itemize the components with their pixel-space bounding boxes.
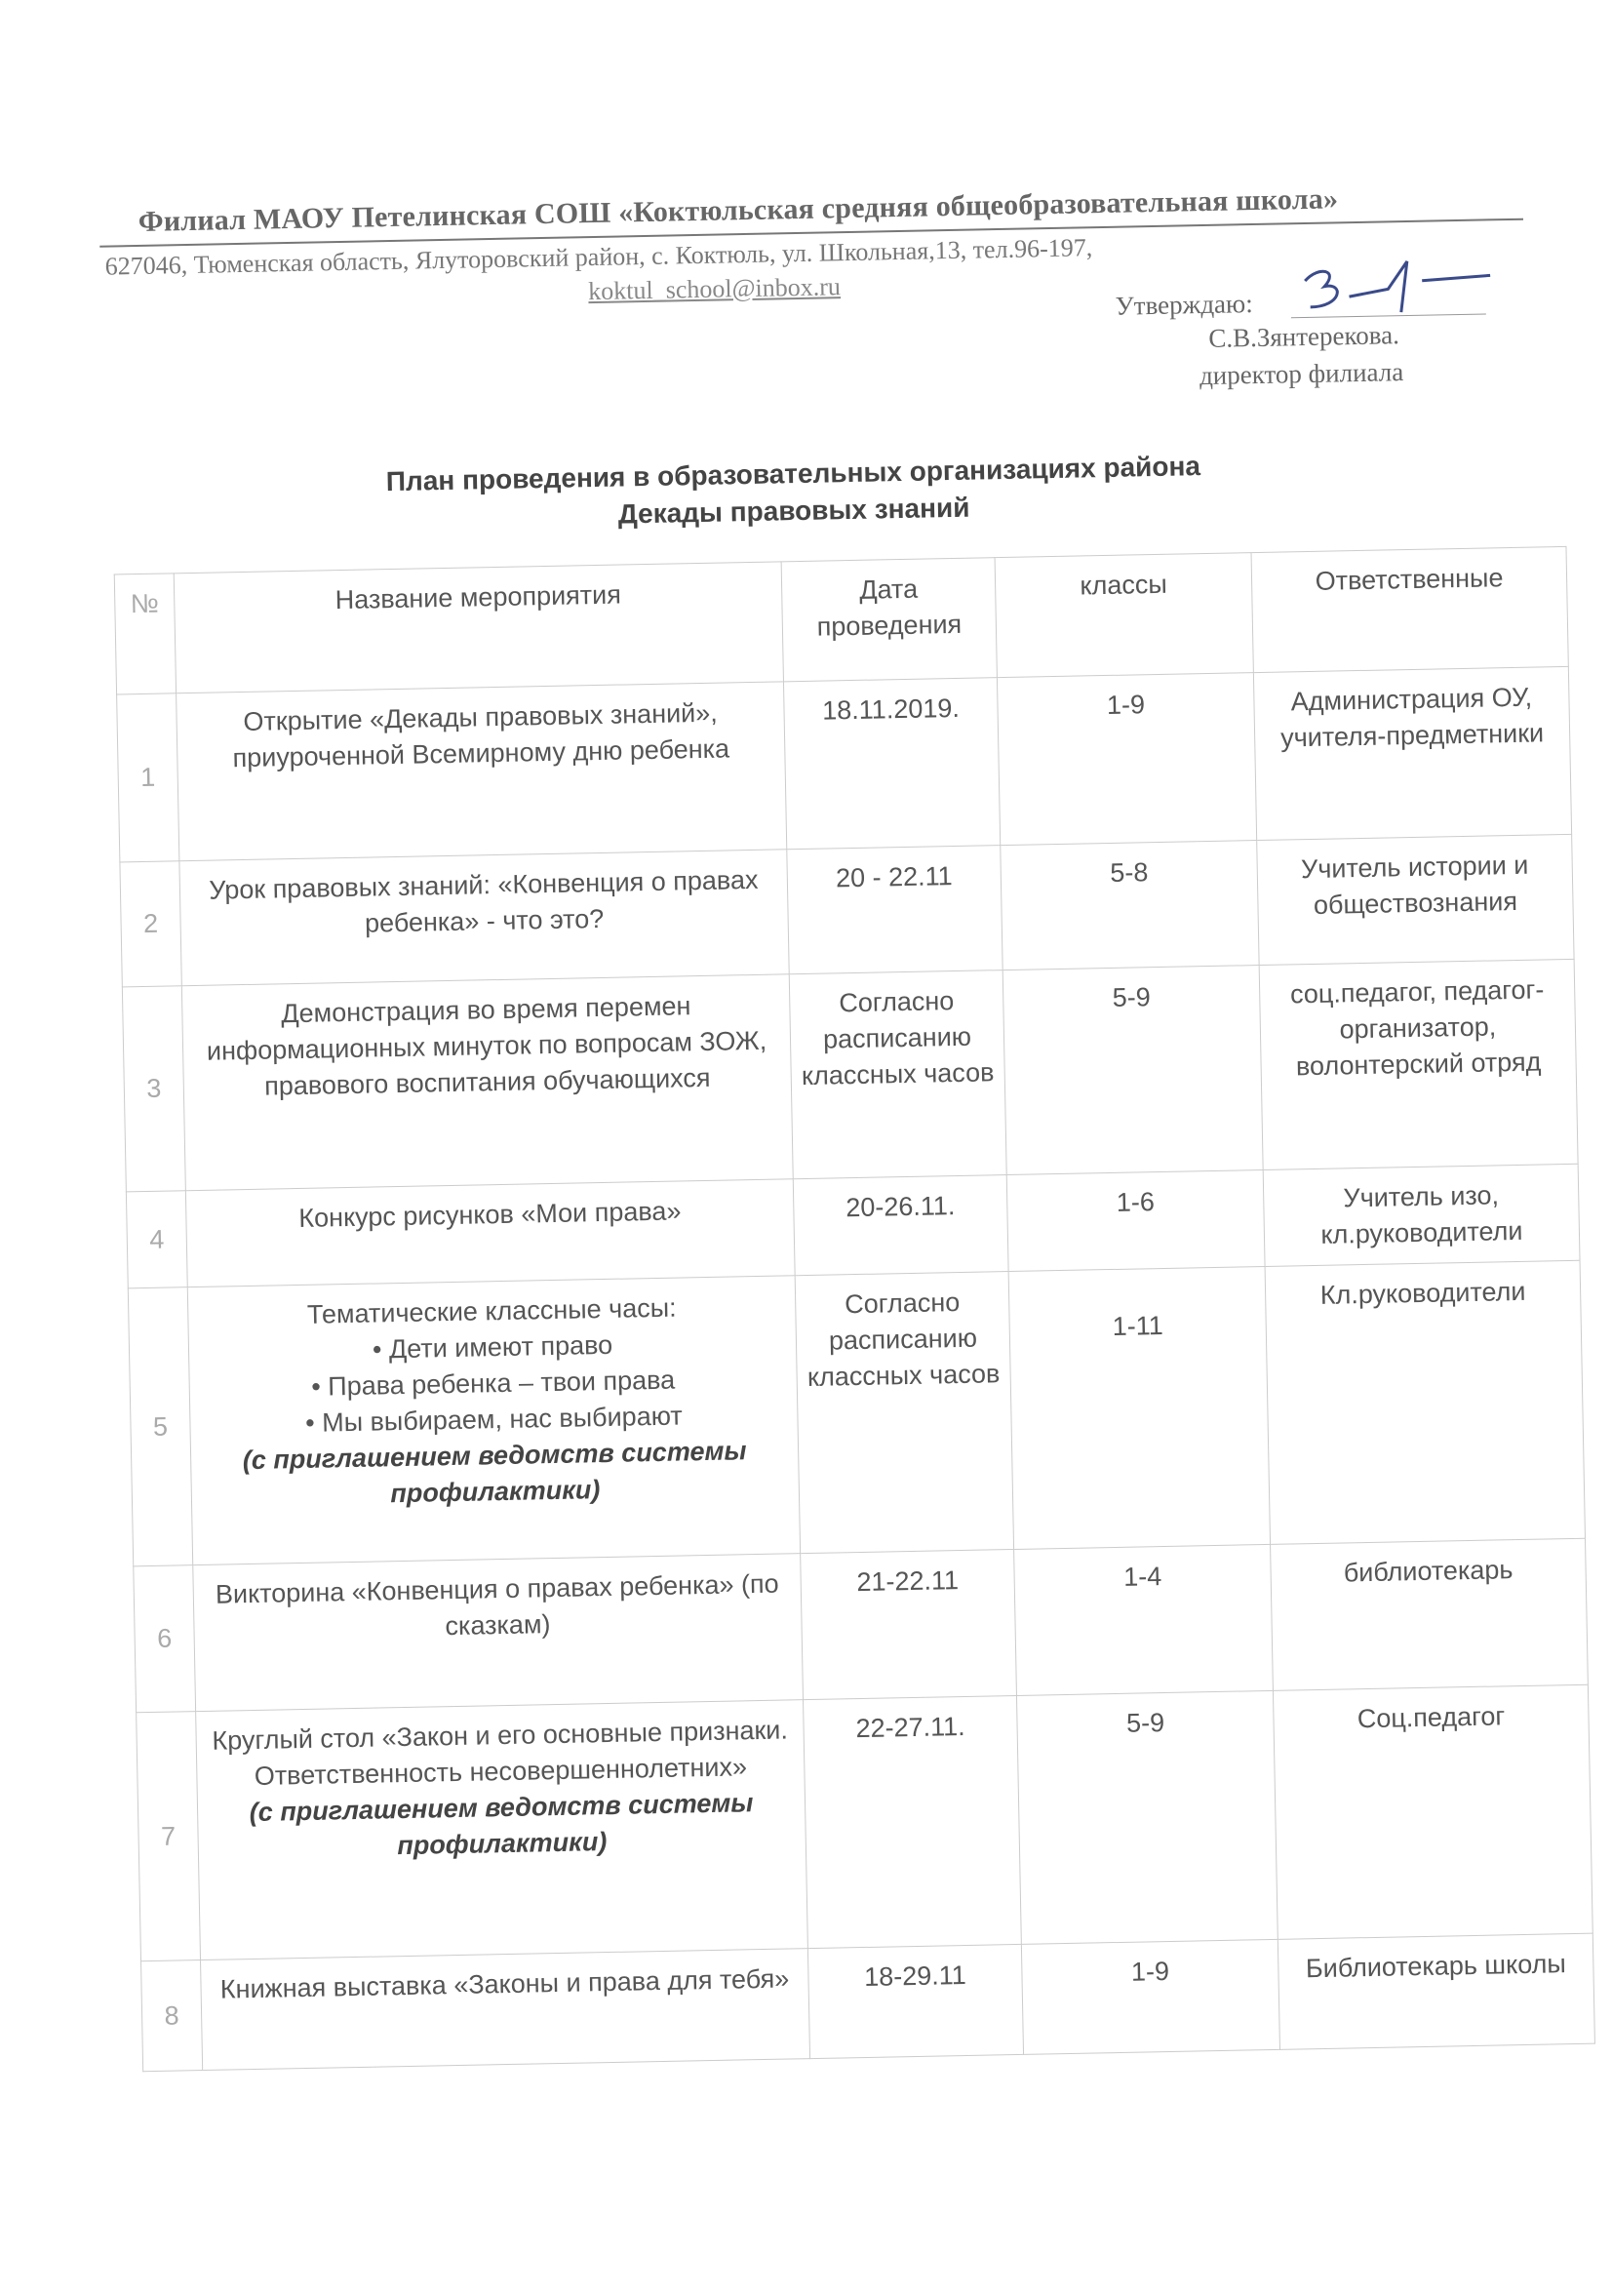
row-number: 1 (117, 693, 179, 862)
row-number: 5 (128, 1287, 192, 1566)
header-number: № (114, 574, 176, 694)
event-date: 21-22.11 (801, 1549, 1017, 1699)
header-grades: классы (995, 553, 1253, 678)
event-note: (с приглашением ведомств системы профилактики) (249, 1788, 754, 1861)
organization-address: 627046, Тюменская область, Ялуторовский район, с. Коктюль, ул. Школьная,13, тел.96-197, (104, 233, 1093, 281)
event-name: Демонстрация во время перемен информационных минуток по вопросам ЗОЖ, правового воспитания обучающихся (181, 974, 793, 1191)
event-date: 22-27.11. (804, 1695, 1022, 1948)
event-date: 20 - 22.11 (787, 846, 1003, 974)
event-grades: 1-11 (1008, 1266, 1270, 1549)
event-name: Книжная выставка «Законы и права для тебя» (201, 1949, 810, 2071)
event-note: (с приглашением ведомств системы профилактики) (242, 1436, 747, 1509)
events-table (114, 546, 1595, 2072)
document-title: План проведения в образовательных организациях района (385, 451, 1201, 497)
row-number: 6 (134, 1565, 196, 1713)
event-responsible: Библиотекарь школы (1278, 1933, 1594, 2049)
table-row (122, 959, 1578, 1192)
topic-item: • Дети имеют право (195, 1324, 791, 1371)
event-responsible: библиотекарь (1271, 1538, 1589, 1690)
event-grades: 5-8 (1001, 841, 1259, 970)
event-grades: 1-9 (1021, 1939, 1279, 2054)
row-number: 8 (141, 1960, 203, 2072)
event-name (187, 1276, 800, 1565)
event-responsible: соц.педагог, педагог-организатор, волонтерский отряд (1259, 959, 1578, 1169)
table-row (117, 666, 1572, 862)
topic-item: • Права ребенка – твои права (195, 1360, 791, 1407)
row-number: 4 (126, 1191, 187, 1288)
event-responsible: Администрация ОУ, учителя-предметники (1253, 666, 1571, 840)
event-responsible: Учитель изо, кл.руководители (1263, 1164, 1580, 1266)
event-responsible: Учитель истории и обществознания (1257, 834, 1574, 965)
event-date: Согласно расписанию классных часов (789, 970, 1006, 1179)
table-row (134, 1538, 1589, 1713)
event-name (196, 1700, 808, 1960)
event-grades: 1-6 (1006, 1169, 1265, 1271)
event-grades: 5-9 (1003, 966, 1263, 1175)
event-name: Викторина «Конвенция о правах ребенка» (по сказкам) (193, 1554, 804, 1712)
header-event-name: Название мероприятия (174, 562, 783, 693)
topic-list (195, 1324, 792, 1444)
event-responsible: Соц.педагог (1273, 1684, 1592, 1939)
row-number: 2 (120, 861, 181, 987)
event-date: 20-26.11. (793, 1175, 1008, 1276)
document-subtitle: Декады правовых знаний (617, 492, 970, 530)
table-row (128, 1260, 1585, 1566)
signature-image (1295, 250, 1520, 322)
header-responsible: Ответственные (1251, 546, 1568, 672)
row-number: 3 (122, 986, 185, 1192)
director-role: директор филиала (1199, 357, 1404, 391)
event-name: Конкурс рисунков «Мои права» (185, 1179, 795, 1287)
event-grades: 1-4 (1014, 1544, 1274, 1695)
row-number: 7 (137, 1712, 201, 1961)
event-responsible: Кл.руководители (1265, 1260, 1585, 1544)
topic-item: • Мы выбираем, нас выбирают (196, 1396, 792, 1444)
event-date: 18.11.2019. (783, 678, 1000, 850)
header-date: Дата проведения (781, 558, 997, 682)
event-date: Согласно расписанию классных часов (795, 1272, 1013, 1554)
table-row (137, 1684, 1593, 1961)
director-name: С.В.Зянтерекова. (1208, 320, 1400, 353)
event-grades: 5-9 (1016, 1690, 1278, 1944)
organization-email[interactable]: koktul_school@inbox.ru (587, 272, 842, 306)
event-name: Урок правовых знаний: «Конвенция о правах ребенка» - что это? (179, 850, 789, 986)
event-name-heading: Круглый стол «Закон и его основные признаки. Ответственность несовершеннолетних» (212, 1715, 789, 1791)
event-name: Открытие «Декады правовых знаний», приуроченной Всемирному дню ребенка (177, 682, 787, 861)
approval-label: Утверждаю: (1115, 289, 1253, 321)
organization-name: Филиал МАОУ Петелинская СОШ «Коктюльская средняя общеобразовательная школа» (138, 182, 1339, 238)
event-date: 18-29.11 (807, 1944, 1023, 2058)
event-name-heading: Тематические классные часы: (306, 1292, 677, 1329)
event-grades: 1-9 (997, 673, 1256, 846)
